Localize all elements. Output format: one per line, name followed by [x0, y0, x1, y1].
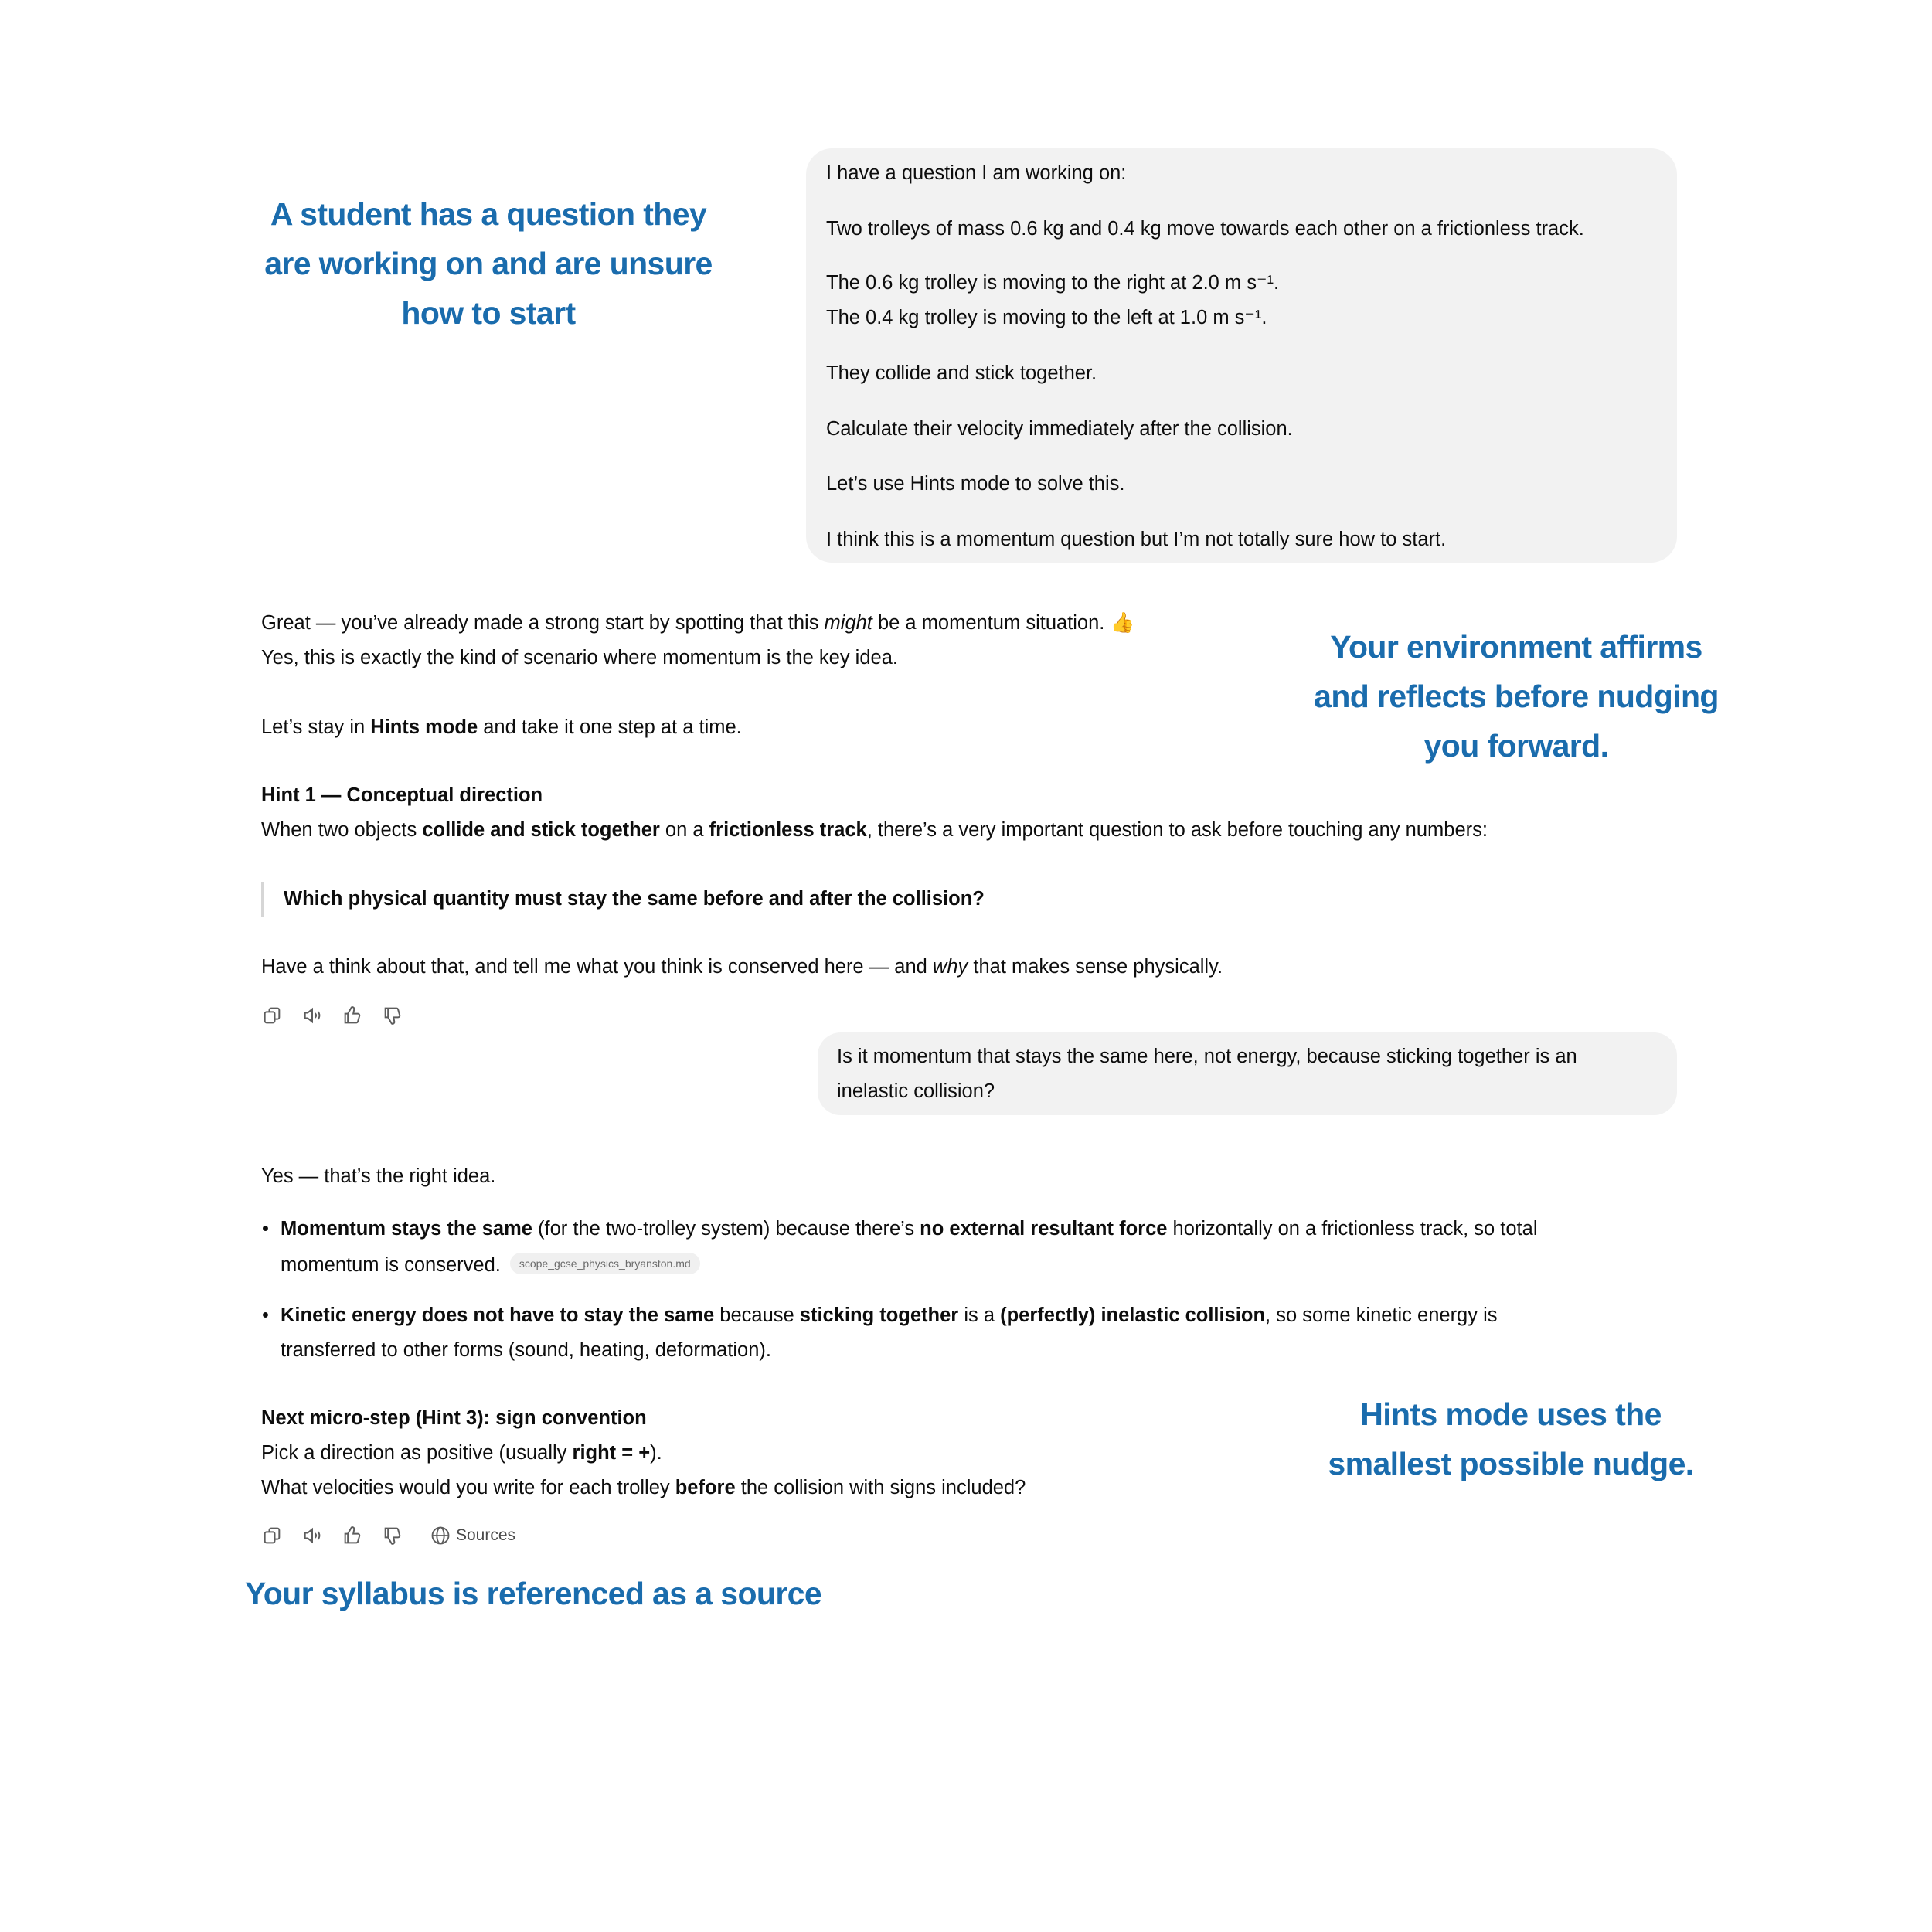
annotation-smallest-nudge [1240, 1389, 1781, 1488]
hint-title: Hint 1 — Conceptual direction [261, 784, 543, 806]
thumbs-up-icon[interactable] [342, 1522, 382, 1549]
globe-icon [430, 1525, 451, 1546]
message-line: Calculate their velocity immediately after the collision. [826, 418, 1293, 440]
annotation-line: you forward. [1423, 728, 1609, 764]
message-line: Pick a direction as positive (usually right = +). [261, 1442, 662, 1464]
message-actions-1 [261, 1002, 422, 1029]
user-message-bubble-2 [818, 1032, 1677, 1115]
message-line: Let’s stay in Hints mode and take it one step at a time. [261, 716, 742, 738]
annotation-line: and reflects before nudging [1314, 679, 1719, 714]
annotation-line: Hints mode uses the [1360, 1396, 1662, 1432]
bullet: • [262, 1304, 269, 1326]
sources-button[interactable] [430, 1522, 515, 1549]
message-line: When two objects collide and stick together on a frictionless track, there’s a very important question to ask before touching any numbers: [261, 819, 1488, 841]
annotation-affirms [1246, 622, 1787, 770]
message-line: Is it momentum that stays the same here, not energy, because sticking together is an [837, 1046, 1577, 1067]
sources-label: Sources [456, 1526, 516, 1544]
blockquote: Which physical quantity must stay the same before and after the collision? [261, 882, 985, 917]
message-line: The 0.4 kg trolley is moving to the left at 1.0 m s⁻¹. [826, 307, 1267, 328]
copy-icon[interactable] [261, 1002, 301, 1029]
message-line: Let’s use Hints mode to solve this. [826, 473, 1125, 495]
message-line: Two trolleys of mass 0.6 kg and 0.4 kg move towards each other on a frictionless track. [826, 218, 1584, 240]
message-line: What velocities would you write for each trolley before the collision with signs included? [261, 1477, 1026, 1498]
message-line: I have a question I am working on: [826, 162, 1127, 184]
read-aloud-icon[interactable] [301, 1522, 342, 1549]
annotation-line: Your environment affirms [1330, 629, 1702, 665]
thumbs-down-icon[interactable] [382, 1522, 430, 1549]
message-line: They collide and stick together. [826, 362, 1097, 384]
bullet: • [262, 1218, 269, 1240]
thumbs-down-icon[interactable] [382, 1002, 422, 1029]
message-line: Yes, this is exactly the kind of scenario where momentum is the key idea. [261, 647, 898, 668]
message-line: I think this is a momentum question but I’m not totally sure how to start. [826, 529, 1447, 550]
message-line: inelastic collision? [837, 1080, 995, 1102]
message-line: Great — you’ve already made a strong start by spotting that this might be a momentum situation. 👍 [261, 612, 1135, 634]
annotation-line: are working on and are unsure [264, 246, 713, 281]
annotation-syllabus-source: Your syllabus is referenced as a source [245, 1576, 822, 1611]
message-actions-2 [261, 1522, 515, 1549]
annotation-line: smallest possible nudge. [1328, 1446, 1694, 1481]
read-aloud-icon[interactable] [301, 1002, 342, 1029]
message-line: The 0.6 kg trolley is moving to the right at 2.0 m s⁻¹. [826, 272, 1280, 294]
message-line: Yes — that’s the right idea. [261, 1165, 496, 1187]
next-step-title: Next micro-step (Hint 3): sign convention [261, 1407, 647, 1429]
copy-icon[interactable] [261, 1522, 301, 1549]
annotation-line: how to start [401, 295, 576, 331]
message-line: Have a think about that, and tell me what you think is conserved here — and why that makes sense physically. [261, 956, 1223, 978]
annotation-student-question [218, 189, 759, 338]
annotation-line: A student has a question they [270, 196, 707, 232]
thumbs-up-icon[interactable] [342, 1002, 382, 1029]
user-message-bubble [806, 148, 1677, 563]
source-citation-chip[interactable]: scope_gcse_physics_bryanston.md [510, 1253, 700, 1274]
